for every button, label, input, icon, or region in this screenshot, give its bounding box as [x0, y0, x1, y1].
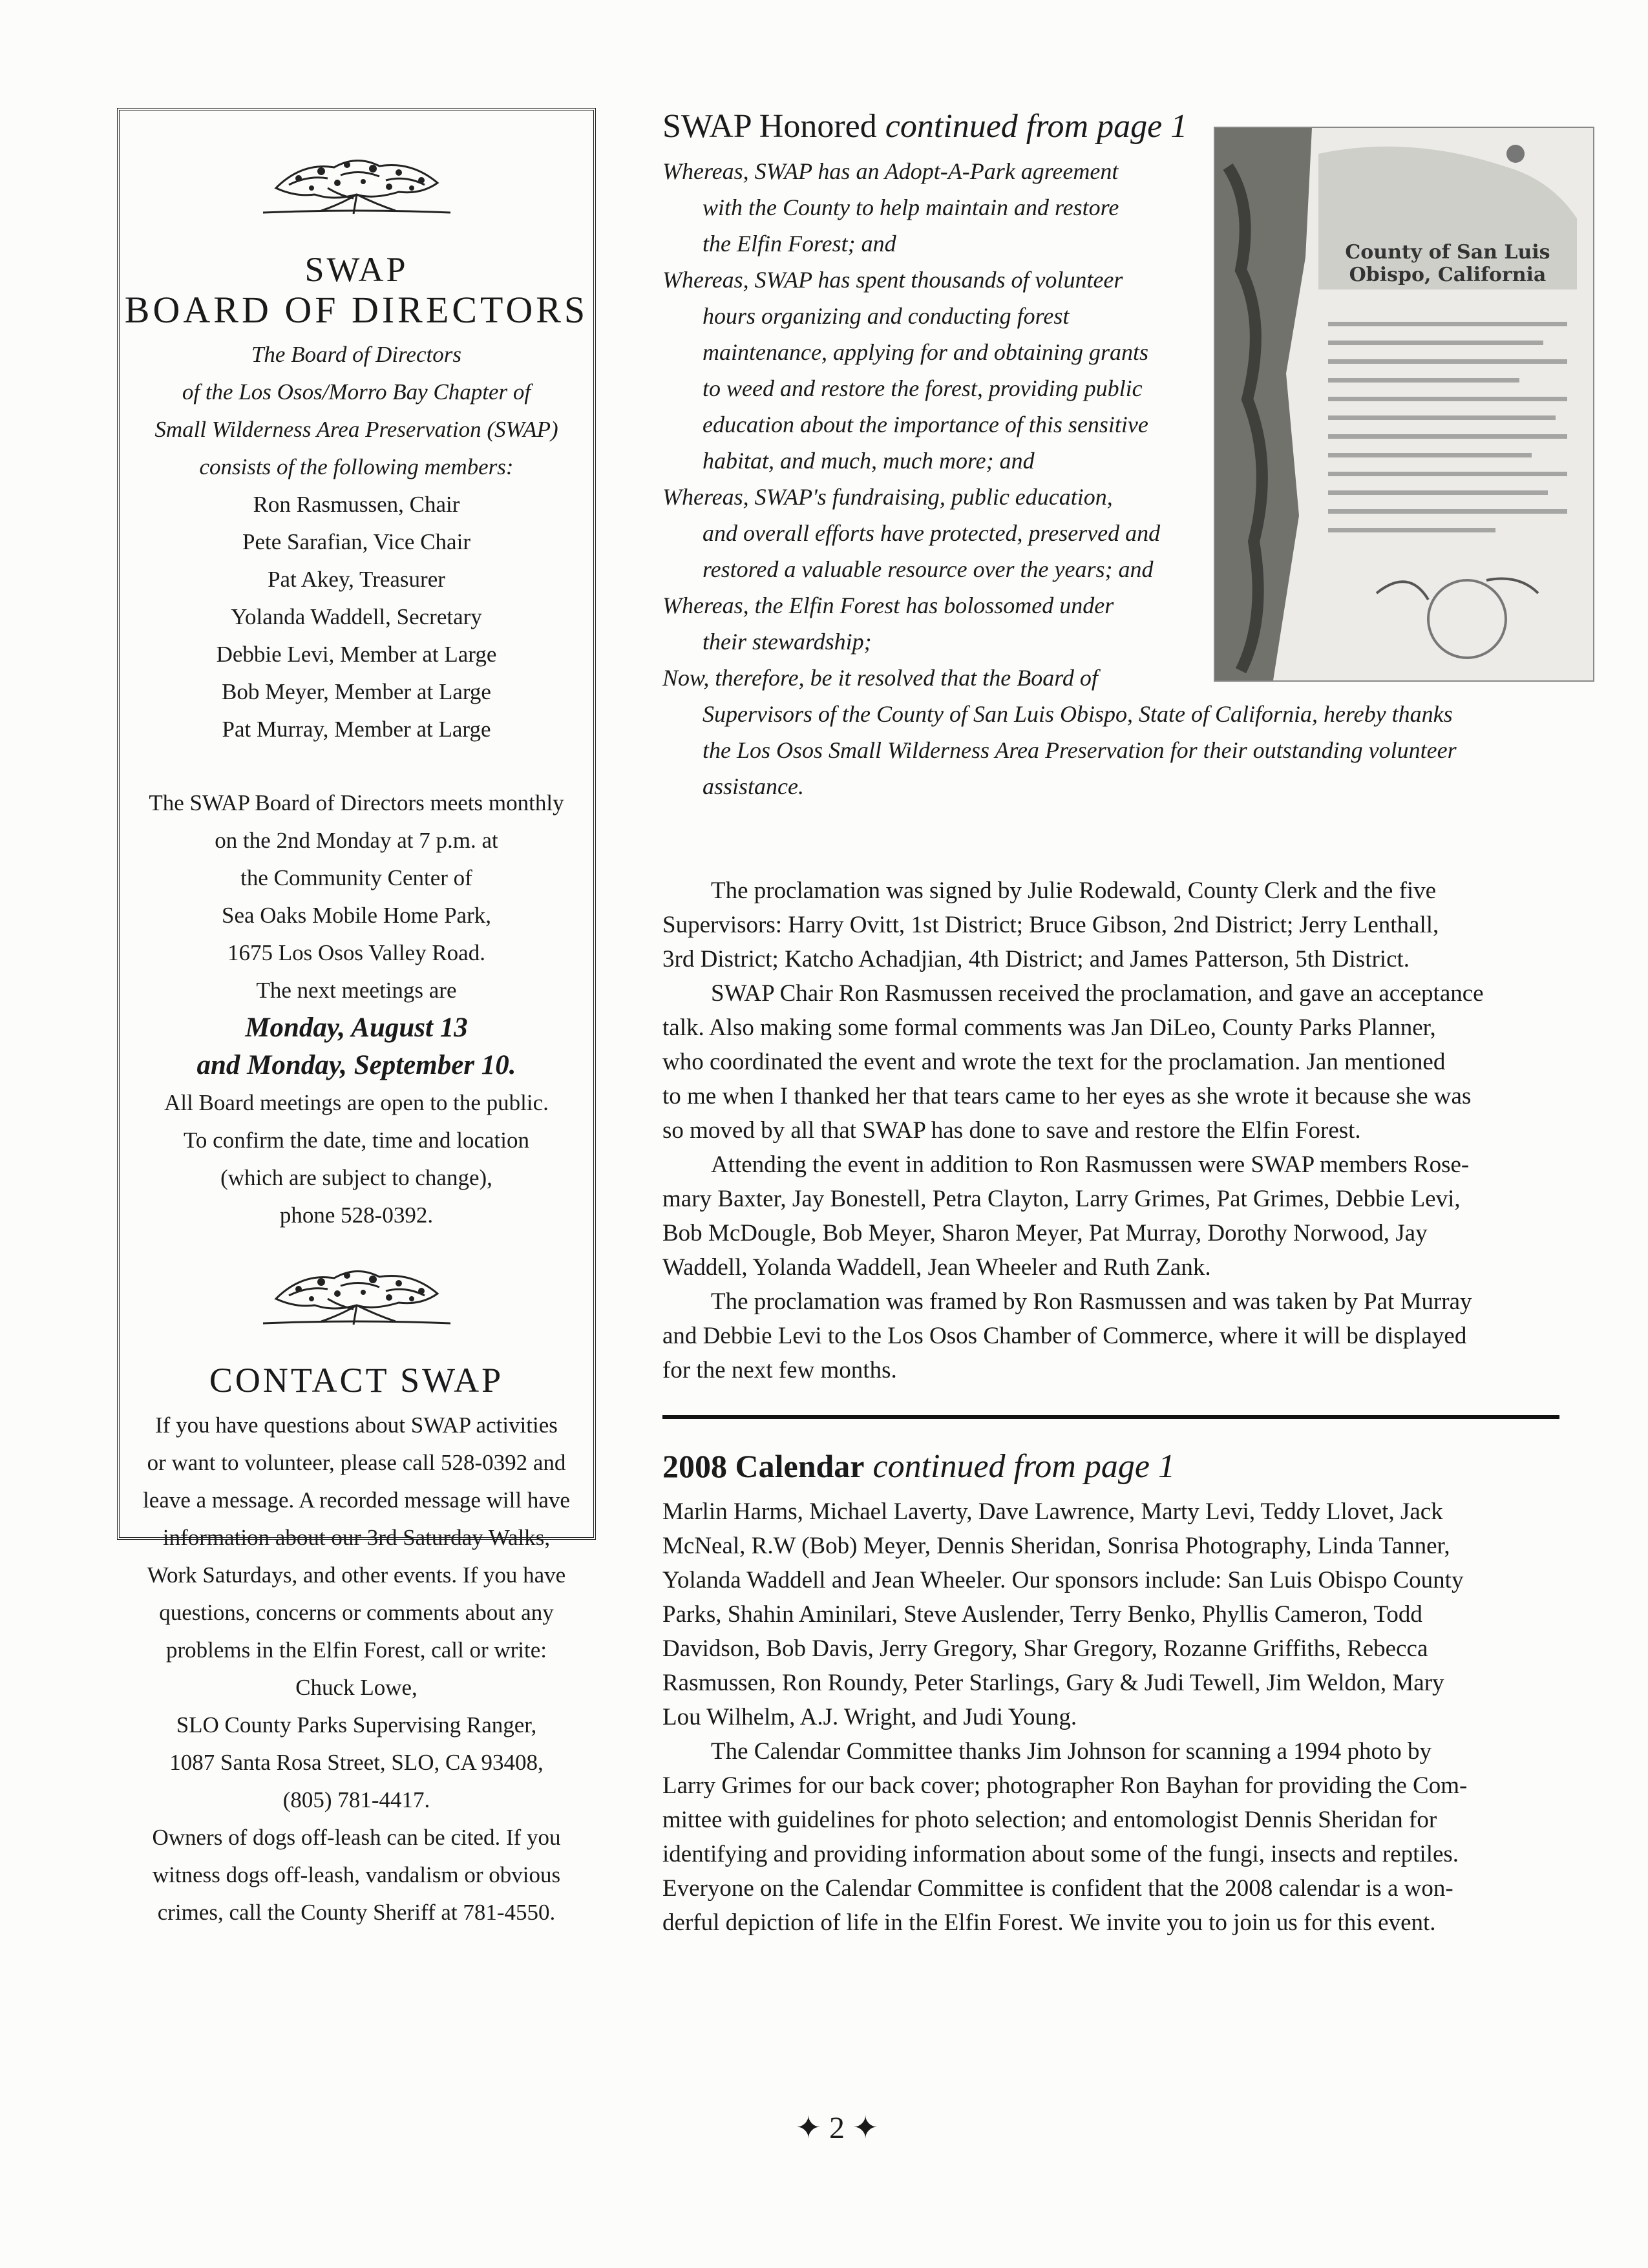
body-line: McNeal, R.W (Bob) Meyer, Dennis Sheridan, Sonrisa Photography, Linda Tanner,	[662, 1533, 1450, 1559]
board-intro	[120, 336, 593, 486]
meeting-info-line: on the 2nd Monday at 7 p.m. at	[215, 828, 498, 853]
continued-note: continued from page 1	[885, 108, 1188, 145]
body-line: talk. Also making some formal comments was Jan DiLeo, County Parks Planner,	[662, 1014, 1436, 1041]
board-members-list	[120, 486, 593, 748]
body-line: Yolanda Waddell and Jean Wheeler. Our sponsors include: San Luis Obispo County	[662, 1567, 1464, 1593]
meeting-date: and Monday, September 10.	[196, 1050, 516, 1080]
contact-line: problems in the Elfin Forest, call or write:	[165, 1637, 547, 1663]
resolution-line: with the County to help maintain and restore	[703, 194, 1119, 220]
continued-note: continued from page 1	[872, 1448, 1175, 1485]
resolution-line: Whereas, SWAP has spent thousands of volunteer	[662, 267, 1123, 293]
contact-line: questions, concerns or comments about any	[159, 1600, 554, 1625]
body-line: The Calendar Committee thanks Jim Johnson for scanning a 1994 photo by	[711, 1738, 1431, 1765]
board-member: Ron Rasmussen, Chair	[253, 492, 460, 517]
meeting-note-line: All Board meetings are open to the public.	[164, 1090, 549, 1115]
meeting-notes	[120, 1084, 593, 1234]
contact-info	[120, 1407, 593, 1931]
resolution-line: the Los Osos Small Wilderness Area Preservation for their outstanding volunteer	[703, 737, 1457, 763]
honored-body-text	[662, 874, 1567, 1387]
resolution-line: assistance.	[703, 773, 804, 799]
contact-heading: CONTACT SWAP	[209, 1361, 504, 1400]
calendar-section	[662, 1446, 1567, 1940]
contact-line: Owners of dogs off-leash can be cited. If you	[152, 1825, 561, 1850]
body-line: Parks, Shahin Aminilari, Steve Auslender, Terry Benko, Phyllis Cameron, Todd	[662, 1601, 1422, 1628]
meeting-note-line: To confirm the date, time and location	[183, 1128, 529, 1153]
resolution-line: maintenance, applying for and obtaining grants	[703, 339, 1148, 365]
board-member: Pat Akey, Treasurer	[268, 567, 445, 592]
resolution-line: hours organizing and conducting forest	[703, 303, 1070, 329]
meeting-info-line: The SWAP Board of Directors meets monthly	[149, 790, 564, 815]
contact-line: Work Saturdays, and other events. If you have	[147, 1562, 566, 1588]
body-line: mittee with guidelines for photo selection; and entomologist Dennis Sheridan for	[662, 1807, 1437, 1833]
board-intro-line: consists of the following members:	[199, 454, 514, 479]
contact-line: Chuck Lowe,	[295, 1675, 417, 1700]
page-number: ✦ 2 ✦	[795, 2111, 879, 2145]
meeting-dates	[120, 1009, 593, 1084]
meeting-info-line: Sea Oaks Mobile Home Park,	[221, 903, 491, 928]
proclamation-county: County of San Luis Obispo, California	[1345, 241, 1550, 286]
section-divider	[662, 1415, 1559, 1419]
resolution-line: the Elfin Forest; and	[703, 231, 896, 257]
meeting-info-line: The next meetings are	[256, 978, 457, 1003]
sidebar-heading-board: BOARD OF DIRECTORS	[124, 289, 589, 331]
contact-line: 1087 Santa Rosa Street, SLO, CA 93408,	[169, 1750, 544, 1775]
resolution-line: their stewardship;	[703, 629, 872, 655]
meeting-note-line: (which are subject to change),	[220, 1165, 492, 1190]
oak-tree-icon	[250, 1260, 463, 1334]
contact-line: information about our 3rd Saturday Walks,	[162, 1525, 551, 1550]
body-line: Everyone on the Calendar Committee is confident that the 2008 calendar is a won-	[662, 1875, 1453, 1902]
meeting-info-line: the Community Center of	[240, 865, 472, 890]
resolution-line: Supervisors of the County of San Luis Obispo, State of California, hereby thanks	[703, 701, 1453, 727]
board-member: Debbie Levi, Member at Large	[216, 642, 497, 667]
board-member: Yolanda Waddell, Secretary	[231, 604, 482, 629]
resolution-line: Whereas, the Elfin Forest has bolossomed under	[662, 593, 1114, 618]
body-line: to me when I thanked her that tears came to her eyes as she wrote it because she was	[662, 1083, 1472, 1109]
board-member: Pat Murray, Member at Large	[222, 717, 491, 742]
meeting-info	[120, 784, 593, 1009]
body-line: The proclamation was framed by Ron Rasmussen and was taken by Pat Murray	[711, 1288, 1472, 1315]
resolution-line: restored a valuable resource over the years; and	[703, 556, 1154, 582]
body-line: Davidson, Bob Davis, Jerry Gregory, Shar Gregory, Rozanne Griffiths, Rebecca	[662, 1635, 1428, 1662]
board-intro-line: Small Wilderness Area Preservation (SWAP)	[154, 417, 558, 442]
board-intro-line: of the Los Osos/Morro Bay Chapter of	[182, 379, 531, 404]
board-of-directors-box	[117, 108, 596, 1925]
proclamation-header	[1312, 205, 1583, 309]
calendar-body-text	[662, 1495, 1567, 1940]
body-line: Rasmussen, Ron Roundy, Peter Starlings, Gary & Judi Tewell, Jim Weldon, Mary	[662, 1670, 1444, 1696]
calendar-title	[662, 1446, 1567, 1487]
sidebar-heading-swap: SWAP	[304, 250, 408, 289]
board-member: Bob Meyer, Member at Large	[222, 679, 491, 704]
meeting-note-line: phone 528-0392.	[279, 1202, 434, 1228]
body-line: 3rd District; Katcho Achadjian, 4th District; and James Patterson, 5th District.	[662, 946, 1410, 972]
body-line: so moved by all that SWAP has done to save and restore the Elfin Forest.	[662, 1117, 1361, 1144]
contact-line: crimes, call the County Sheriff at 781-4550.	[157, 1900, 556, 1925]
board-member: Pete Sarafian, Vice Chair	[242, 529, 470, 554]
resolution-line: habitat, and much, much more; and	[703, 448, 1035, 474]
contact-line: (805) 781-4417.	[282, 1787, 430, 1812]
body-line: Waddell, Yolanda Waddell, Jean Wheeler and Ruth Zank.	[662, 1254, 1211, 1281]
resolution-line: education about the importance of this sensitive	[703, 412, 1148, 437]
resolution-line: to weed and restore the forest, providing public	[703, 375, 1143, 401]
contact-line: or want to volunteer, please call 528-0392 and	[147, 1450, 566, 1475]
body-line: and Debbie Levi to the Los Osos Chamber of Commerce, where it will be displayed	[662, 1323, 1467, 1349]
section-title: 2008 Calendar	[662, 1448, 865, 1484]
proclamation-image	[1214, 127, 1594, 682]
body-line: Lou Wilhelm, A.J. Wright, and Judi Young.	[662, 1704, 1077, 1730]
body-line: Larry Grimes for our back cover; photographer Ron Bayhan for providing the Com-	[662, 1772, 1468, 1799]
body-line: for the next few months.	[662, 1357, 897, 1383]
body-line: who coordinated the event and wrote the text for the proclamation. Jan mentioned	[662, 1049, 1446, 1075]
board-intro-line: The Board of Directors	[251, 342, 462, 367]
resolution-line: Whereas, SWAP's fundraising, public education,	[662, 484, 1113, 510]
contact-line: If you have questions about SWAP activities	[155, 1412, 558, 1438]
resolution-line: and overall efforts have protected, preserved and	[703, 520, 1161, 546]
resolution-line: Now, therefore, be it resolved that the Board of	[662, 665, 1098, 691]
body-line: Attending the event in addition to Ron Rasmussen were SWAP members Rose-	[711, 1151, 1470, 1178]
resolution-line: Whereas, SWAP has an Adopt-A-Park agreement	[662, 158, 1119, 184]
body-line: The proclamation was signed by Julie Rodewald, County Clerk and the five	[711, 877, 1437, 904]
contact-line: leave a message. A recorded message will have	[143, 1487, 570, 1513]
proclamation-text-lines	[1328, 322, 1567, 547]
body-line: Bob McDougle, Bob Meyer, Sharon Meyer, Pat Murray, Dorothy Norwood, Jay	[662, 1220, 1428, 1246]
body-line: SWAP Chair Ron Rasmussen received the proclamation, and gave an acceptance	[711, 980, 1484, 1007]
body-line: derful depiction of life in the Elfin Forest. We invite you to join us for this event.	[662, 1909, 1436, 1936]
oak-tree-icon	[250, 149, 463, 224]
meeting-info-line: 1675 Los Osos Valley Road.	[227, 940, 485, 965]
contact-line: SLO County Parks Supervising Ranger,	[176, 1712, 537, 1738]
body-line: Marlin Harms, Michael Laverty, Dave Lawrence, Marty Levi, Teddy Llovet, Jack	[662, 1498, 1443, 1525]
body-line: Supervisors: Harry Ovitt, 1st District; Bruce Gibson, 2nd District; Jerry Lenthall,	[662, 912, 1439, 938]
body-line: identifying and providing information about some of the fungi, insects and reptiles.	[662, 1841, 1459, 1867]
meeting-date: Monday, August 13	[245, 1013, 468, 1043]
section-title: SWAP Honored	[662, 108, 877, 145]
contact-line: witness dogs off-leash, vandalism or obvious	[152, 1862, 561, 1887]
body-line: mary Baxter, Jay Bonestell, Petra Clayton, Larry Grimes, Pat Grimes, Debbie Levi,	[662, 1186, 1461, 1212]
